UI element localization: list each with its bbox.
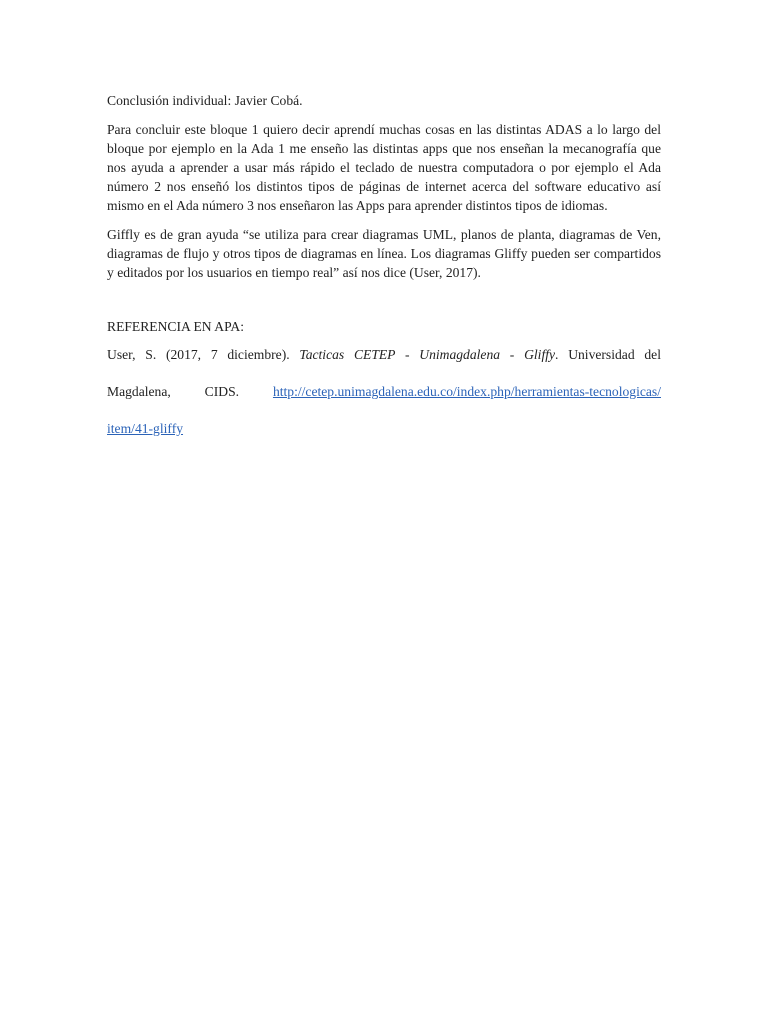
conclusion-title: Conclusión individual: Javier Cobá.: [107, 93, 303, 108]
reference-author-date: User, S. (2017, 7 diciembre).: [107, 347, 290, 362]
reference-title: Tacticas CETEP - Unimagdalena - Gliffy: [299, 347, 556, 362]
reference-period: .: [555, 347, 559, 362]
conclusion-paragraph-1: Para concluir este bloque 1 quiero decir aprendí muchas cosas en las distintas ADAS a lo largo del bloque por ejemplo en la Ada 1 me enseño las distintas apps que nos enseñan la mecanografía que nos ayuda a aprender a usar más rápido el teclado de nuestra computadora o por ejemplo el Ada número 2 nos enseñó los distintos tipos de páginas de internet acerca del software educativo así mismo en el Ada número 3 nos enseñaron las Apps para aprender distintos tipos de idiomas.: [107, 122, 661, 213]
reference-link-part-1[interactable]: http://cetep.unimagdalena.edu.co/index.php/herramientas-tecnologicas/: [272, 384, 661, 399]
reference-line-1: [107, 345, 661, 364]
reference-heading: REFERENCIA EN APA:: [107, 319, 244, 334]
reference-link-part-2[interactable]: item/41-gliffy: [107, 421, 184, 436]
conclusion-paragraph-2: Giffly es de gran ayuda “se utiliza para crear diagramas UML, planos de planta, diagramas de Ven, diagramas de flujo y otros tipos de diagramas en línea. Los diagramas Gliffy pueden ser compartidos y editados por los usuarios en tiempo real” así nos dice (User, 2017).: [107, 227, 661, 280]
document-body: [107, 91, 661, 438]
reference-publisher-start: Universidad del: [568, 347, 661, 362]
reference-publisher-end: Magdalena, CIDS.: [107, 384, 240, 399]
reference-line-2: [107, 382, 661, 401]
reference-line-3: [107, 419, 661, 438]
